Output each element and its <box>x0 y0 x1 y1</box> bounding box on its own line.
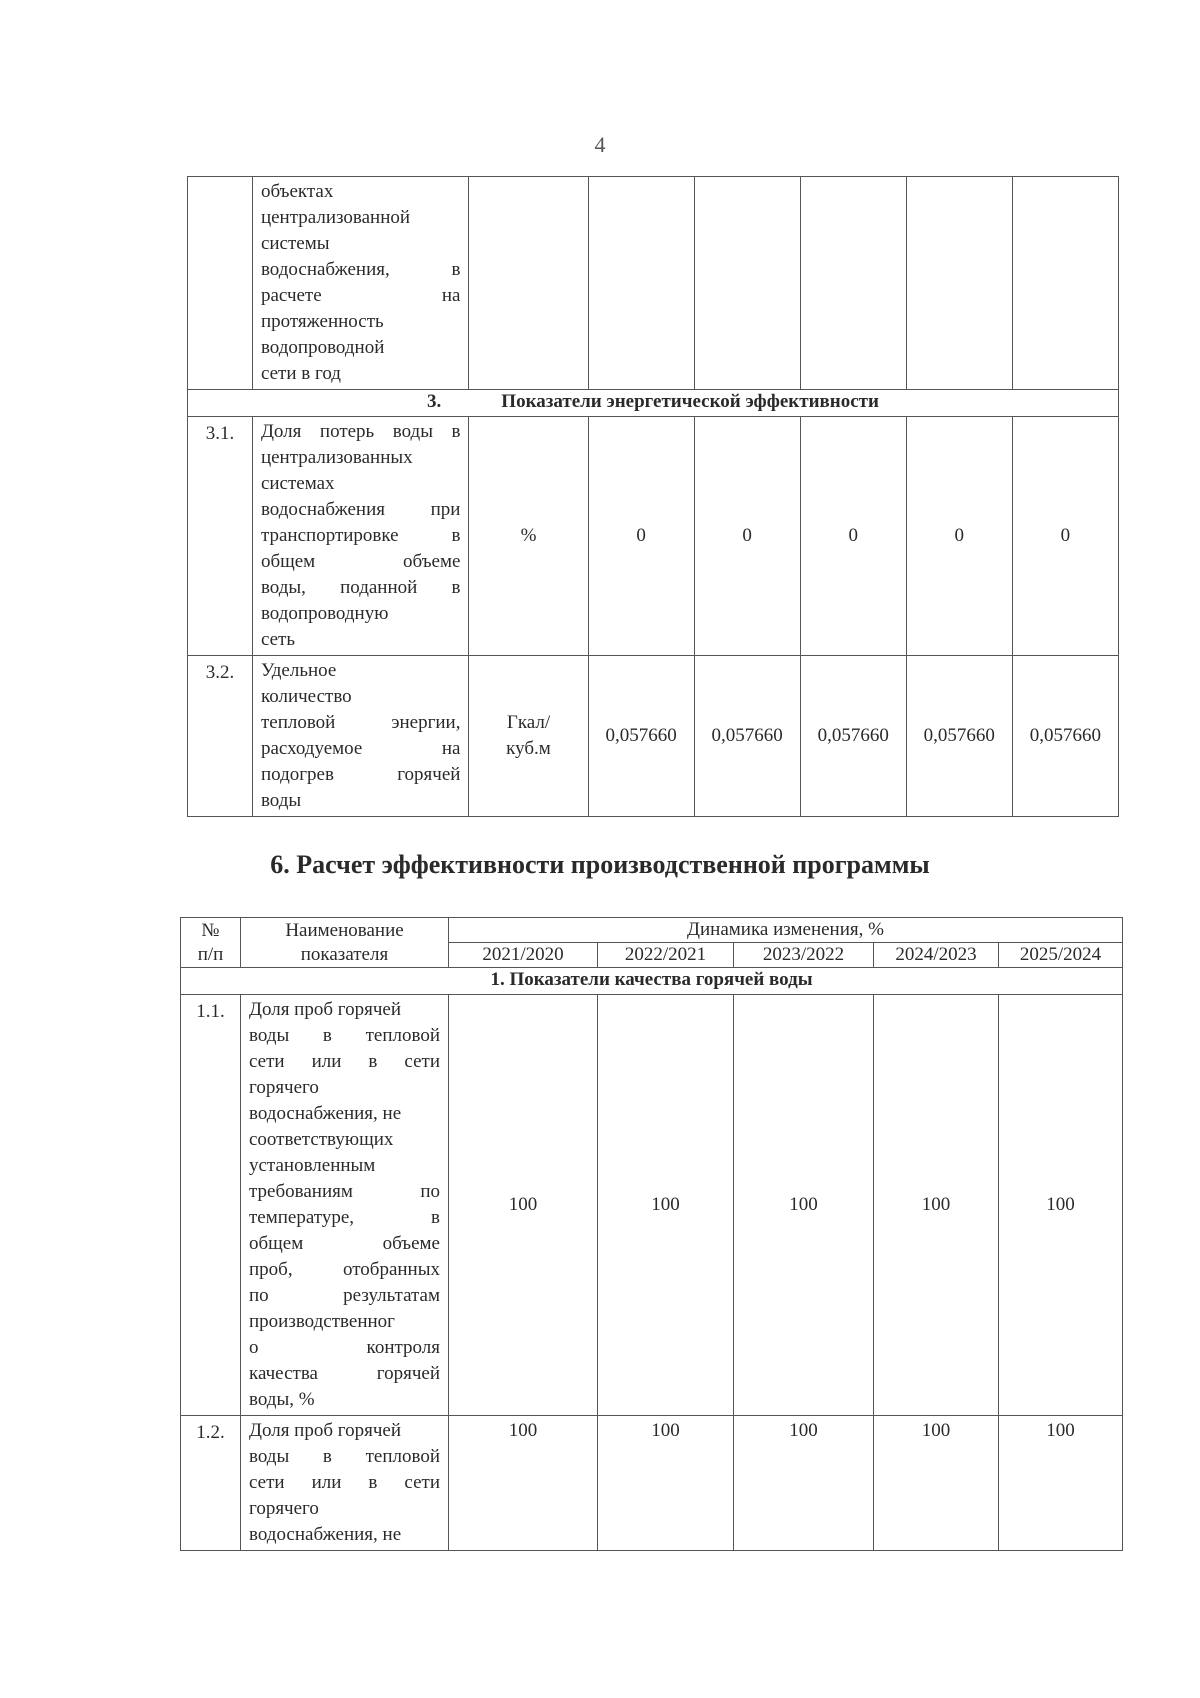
col-number-header: № п/п <box>181 918 241 968</box>
section-title: Показатели энергетической эффективности <box>501 391 879 412</box>
value-cell: 0 <box>1012 417 1118 656</box>
unit-cell: Гкал/ куб.м <box>469 656 588 817</box>
indicator-name: Доля проб горячей воды в тепловой сети или в сети горячего водоснабжения, не <box>241 1416 449 1551</box>
page-number: 4 <box>594 132 606 157</box>
year-header: 2021/2020 <box>449 943 598 968</box>
value-cell: 0,057660 <box>588 656 694 817</box>
value-cell: 0,057660 <box>694 656 800 817</box>
section-number: 3. <box>427 391 442 412</box>
dynamics-header: Динамика изменения, % <box>449 918 1123 943</box>
row-number: 1.1. <box>181 995 241 1416</box>
value-cell: 100 <box>874 1416 999 1551</box>
indicator-name: Удельное количество тепловой энергии, расходуемое на подогрев горячей воды <box>252 656 469 817</box>
header-row <box>181 918 1123 943</box>
value-cell: 0 <box>694 417 800 656</box>
table-row <box>181 995 1123 1416</box>
indicator-name: объектах централизованной системы водоснабжения, в расчете на протяженность водопроводной сети в год <box>252 177 469 390</box>
year-header: 2025/2024 <box>999 943 1123 968</box>
value-cell: 0 <box>588 417 694 656</box>
row-number: 3.2. <box>188 656 253 817</box>
value-cell: 100 <box>598 1416 734 1551</box>
table-row <box>188 417 1119 656</box>
value-cell: 100 <box>734 995 874 1416</box>
section-row <box>188 390 1119 417</box>
value-cell: 0,057660 <box>906 656 1012 817</box>
section-title: 1. Показатели качества горячей воды <box>181 968 1123 995</box>
row-number: 1.2. <box>181 1416 241 1551</box>
value-cell: 100 <box>734 1416 874 1551</box>
indicator-name: Доля проб горячей воды в тепловой сети или в сети горячего водоснабжения, не соответствующих установленным требованиям по температуре, в общем объеме проб, отобранных по результатам производственног о контроля качества горячей воды, % <box>241 995 449 1416</box>
year-header: 2022/2021 <box>598 943 734 968</box>
value-cell: 0,057660 <box>800 656 906 817</box>
value-cell: 0 <box>906 417 1012 656</box>
value-cell: 100 <box>874 995 999 1416</box>
year-header: 2024/2023 <box>874 943 999 968</box>
value-cell: 0 <box>800 417 906 656</box>
table-row <box>188 656 1119 817</box>
value-cell: 100 <box>449 1416 598 1551</box>
col-name-header: Наименование показателя <box>241 918 449 968</box>
table-row <box>181 1416 1123 1551</box>
row-number: 3.1. <box>188 417 253 656</box>
efficiency-table <box>180 917 1123 1551</box>
value-cell: 0,057660 <box>1012 656 1118 817</box>
value-cell: 100 <box>449 995 598 1416</box>
table-row <box>188 177 1119 390</box>
section-heading: 6. Расчет эффективности производственной программы <box>270 850 930 879</box>
unit-cell: % <box>469 417 588 656</box>
value-cell: 100 <box>999 1416 1123 1551</box>
section-row <box>181 968 1123 995</box>
value-cell: 100 <box>598 995 734 1416</box>
indicators-table <box>187 176 1119 817</box>
value-cell: 100 <box>999 995 1123 1416</box>
year-header: 2023/2022 <box>734 943 874 968</box>
indicator-name: Доля потерь воды в централизованных системах водоснабжения при транспортировке в общем объеме воды, поданной в водопроводную сеть <box>252 417 469 656</box>
